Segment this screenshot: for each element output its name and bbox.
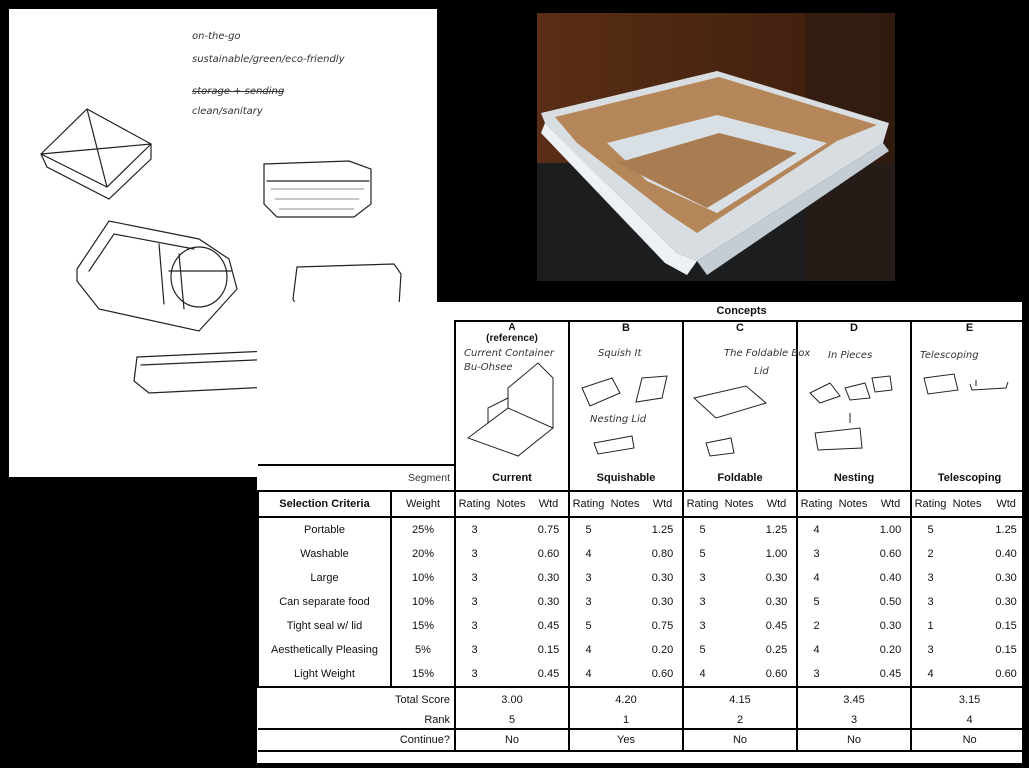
notes-cell	[835, 590, 871, 614]
notes-cell	[493, 590, 529, 614]
weighted-cell: 0.45	[879, 668, 902, 680]
rating-cell: 3	[911, 638, 949, 662]
notes-cell	[949, 590, 985, 614]
weighted-cell: 0.30	[537, 596, 560, 608]
total-score-b: 4.20	[569, 687, 683, 712]
segment-label: Segment	[258, 465, 455, 491]
notes-cell	[607, 590, 643, 614]
notes-cell	[949, 566, 985, 590]
rating-cell: 2	[797, 614, 835, 638]
total-score-e: 3.15	[911, 687, 1028, 712]
rating-cell: 3	[911, 566, 949, 590]
notes-cell	[721, 517, 757, 542]
rating-cell: 3	[569, 590, 607, 614]
notes-cell	[607, 662, 643, 687]
criteria-header: Selection Criteria	[258, 491, 391, 517]
weighted-cell: 0.60	[879, 548, 902, 560]
notes-cell	[949, 542, 985, 566]
rating-cell: 3	[797, 542, 835, 566]
weighted-cell: 0.20	[651, 644, 674, 656]
concepts-title: Concepts	[716, 305, 767, 317]
rank-a: 5	[455, 712, 569, 729]
notes-header: Notes	[949, 491, 985, 517]
notes-cell	[493, 517, 529, 542]
notes-cell	[721, 662, 757, 687]
weighted-cell: 0.15	[985, 638, 1028, 662]
weighted-cell: 0.60	[985, 662, 1028, 687]
rating-cell: 3	[455, 662, 493, 687]
criteria-rows	[258, 517, 1028, 687]
rating-cell: 3	[455, 517, 493, 542]
notes-cell	[835, 566, 871, 590]
criterion-row	[258, 517, 1028, 542]
weighted-cell: 0.50	[879, 596, 902, 608]
weighted-cell: 1.25	[765, 524, 788, 536]
notes-cell	[607, 566, 643, 590]
rating-header: Rating	[455, 491, 493, 517]
weighted-cell: 0.15	[537, 644, 560, 656]
rating-header: Rating	[911, 491, 949, 517]
weighted-cell: 0.45	[537, 620, 560, 632]
criterion-row	[258, 638, 1028, 662]
scoring-table	[257, 302, 1029, 752]
wtd-header: Wtd	[871, 491, 911, 517]
rating-cell: 1	[911, 614, 949, 638]
notes-cell	[493, 662, 529, 687]
continue-label: Continue?	[258, 729, 455, 751]
continue-c: No	[683, 729, 797, 751]
concept-d-name: Nesting	[797, 465, 911, 491]
weighted-cell: 0.60	[537, 548, 560, 560]
weighted-cell: 0.25	[765, 644, 788, 656]
note-line-2: sustainable/green/eco-friendly	[192, 54, 345, 65]
criterion-weight: 15%	[391, 614, 455, 638]
notes-cell	[835, 517, 871, 542]
weighted-cell: 0.45	[537, 668, 560, 680]
weighted-cell: 0.75	[651, 620, 674, 632]
rating-cell: 2	[911, 542, 949, 566]
notes-header: Notes	[493, 491, 529, 517]
continue-b: Yes	[569, 729, 683, 751]
criterion-row	[258, 614, 1028, 638]
total-score-c: 4.15	[683, 687, 797, 712]
concept-b-letter: B	[569, 321, 683, 346]
rating-cell: 3	[683, 566, 721, 590]
weighted-cell: 0.30	[765, 572, 788, 584]
wtd-header: Wtd	[757, 491, 797, 517]
concept-d-letter: D	[797, 321, 911, 346]
notes-cell	[835, 542, 871, 566]
concept-c-letter: C	[683, 321, 797, 346]
rating-cell: 3	[911, 590, 949, 614]
rating-cell: 5	[911, 517, 949, 542]
notes-header: Notes	[721, 491, 757, 517]
concept-b-sketch: Squish It Nesting Lid	[569, 346, 683, 465]
rank-label: Rank	[258, 712, 455, 729]
weighted-cell: 0.30	[537, 572, 560, 584]
weighted-cell: 0.20	[879, 644, 902, 656]
rating-cell: 3	[455, 542, 493, 566]
rating-cell: 5	[797, 590, 835, 614]
rating-cell: 3	[569, 566, 607, 590]
criterion-weight: 15%	[391, 662, 455, 687]
notes-cell	[607, 517, 643, 542]
concept-scoring-matrix	[257, 302, 1022, 763]
criterion-weight: 25%	[391, 517, 455, 542]
criterion-weight: 20%	[391, 542, 455, 566]
total-score-d: 3.45	[797, 687, 911, 712]
weighted-cell: 0.30	[985, 590, 1028, 614]
criterion-row	[258, 590, 1028, 614]
rating-cell: 3	[683, 590, 721, 614]
rating-cell: 3	[455, 638, 493, 662]
note-line-4: clean/sanitary	[192, 106, 263, 117]
rating-cell: 3	[455, 614, 493, 638]
concept-a-sketch: Current Container Bu-Ohsee	[455, 346, 569, 465]
concept-a-name: Current	[455, 465, 569, 491]
notes-cell	[721, 542, 757, 566]
concept-e-sketch: Telescoping	[911, 346, 1028, 465]
notes-cell	[949, 517, 985, 542]
concept-c-name: Foldable	[683, 465, 797, 491]
weighted-cell: 1.00	[765, 548, 788, 560]
rating-cell: 5	[683, 542, 721, 566]
rating-cell: 3	[683, 614, 721, 638]
rating-cell: 4	[569, 542, 607, 566]
notes-cell	[493, 542, 529, 566]
notes-cell	[493, 614, 529, 638]
weighted-cell: 0.30	[651, 596, 674, 608]
rating-cell: 5	[569, 614, 607, 638]
concept-d-sketch: In Pieces	[797, 346, 911, 465]
note-line-1: on-the-go	[192, 31, 241, 42]
rating-cell: 4	[683, 662, 721, 687]
note-line-3: storage + sending	[192, 86, 285, 97]
weighted-cell: 0.30	[765, 596, 788, 608]
notes-header: Notes	[607, 491, 643, 517]
criterion-name: Light Weight	[258, 662, 391, 687]
weighted-cell: 0.80	[651, 548, 674, 560]
weighted-cell: 0.40	[879, 572, 902, 584]
notes-cell	[721, 566, 757, 590]
weighted-cell: 0.75	[537, 524, 560, 536]
criterion-weight: 10%	[391, 590, 455, 614]
total-score-a: 3.00	[455, 687, 569, 712]
notes-cell	[835, 614, 871, 638]
weighted-cell: 0.30	[651, 572, 674, 584]
weight-header: Weight	[391, 491, 455, 517]
rank-b: 1	[569, 712, 683, 729]
weighted-cell: 0.45	[765, 620, 788, 632]
wtd-header: Wtd	[643, 491, 683, 517]
weighted-cell: 0.40	[985, 542, 1028, 566]
weighted-cell: 1.25	[985, 517, 1028, 542]
rating-header: Rating	[569, 491, 607, 517]
notes-cell	[607, 638, 643, 662]
rank-e: 4	[911, 712, 1028, 729]
criterion-name: Portable	[258, 517, 391, 542]
rank-c: 2	[683, 712, 797, 729]
foldable-box-prototype-image	[537, 13, 895, 281]
concept-b-name: Squishable	[569, 465, 683, 491]
wtd-header: Wtd	[529, 491, 569, 517]
rating-cell: 3	[455, 590, 493, 614]
criterion-name: Can separate food	[258, 590, 391, 614]
notes-cell	[493, 566, 529, 590]
rank-d: 3	[797, 712, 911, 729]
notes-cell	[835, 662, 871, 687]
prototype-photo	[537, 13, 895, 281]
notes-cell	[721, 614, 757, 638]
weighted-cell: 0.60	[765, 668, 788, 680]
rating-cell: 4	[569, 662, 607, 687]
weighted-cell: 0.60	[651, 668, 674, 680]
concept-e-letter: E	[911, 321, 1028, 346]
concept-e-name: Telescoping	[911, 465, 1028, 491]
notes-cell	[949, 614, 985, 638]
notes-cell	[721, 590, 757, 614]
criterion-row	[258, 542, 1028, 566]
weighted-cell: 1.00	[879, 524, 902, 536]
notes-cell	[607, 614, 643, 638]
rating-cell: 4	[569, 638, 607, 662]
notes-cell	[493, 638, 529, 662]
notes-cell	[949, 638, 985, 662]
rating-cell: 4	[797, 517, 835, 542]
notes-cell	[607, 542, 643, 566]
notes-cell	[949, 662, 985, 687]
notes-cell	[721, 638, 757, 662]
rating-cell: 5	[683, 517, 721, 542]
criterion-row	[258, 566, 1028, 590]
rating-cell: 4	[911, 662, 949, 687]
continue-e: No	[911, 729, 1028, 751]
continue-a: No	[455, 729, 569, 751]
rating-header: Rating	[797, 491, 835, 517]
criterion-name: Aesthetically Pleasing	[258, 638, 391, 662]
notes-header: Notes	[835, 491, 871, 517]
criterion-row	[258, 662, 1028, 687]
weighted-cell: 0.15	[985, 614, 1028, 638]
notes-cell	[835, 638, 871, 662]
rating-cell: 4	[797, 566, 835, 590]
total-score-label: Total Score	[258, 687, 455, 712]
weighted-cell: 0.30	[985, 566, 1028, 590]
rating-cell: 5	[569, 517, 607, 542]
rating-cell: 4	[797, 638, 835, 662]
criterion-name: Tight seal w/ lid	[258, 614, 391, 638]
concept-a-label: A (reference)	[455, 321, 569, 346]
weighted-cell: 0.30	[879, 620, 902, 632]
rating-cell: 5	[683, 638, 721, 662]
wtd-header: Wtd	[985, 491, 1028, 517]
continue-d: No	[797, 729, 911, 751]
criterion-weight: 5%	[391, 638, 455, 662]
criterion-weight: 10%	[391, 566, 455, 590]
weighted-cell: 1.25	[651, 524, 674, 536]
rating-cell: 3	[455, 566, 493, 590]
rating-cell: 3	[797, 662, 835, 687]
criterion-name: Large	[258, 566, 391, 590]
criterion-name: Washable	[258, 542, 391, 566]
rating-header: Rating	[683, 491, 721, 517]
concept-c-sketch: The Foldable Box Lid	[683, 346, 797, 465]
